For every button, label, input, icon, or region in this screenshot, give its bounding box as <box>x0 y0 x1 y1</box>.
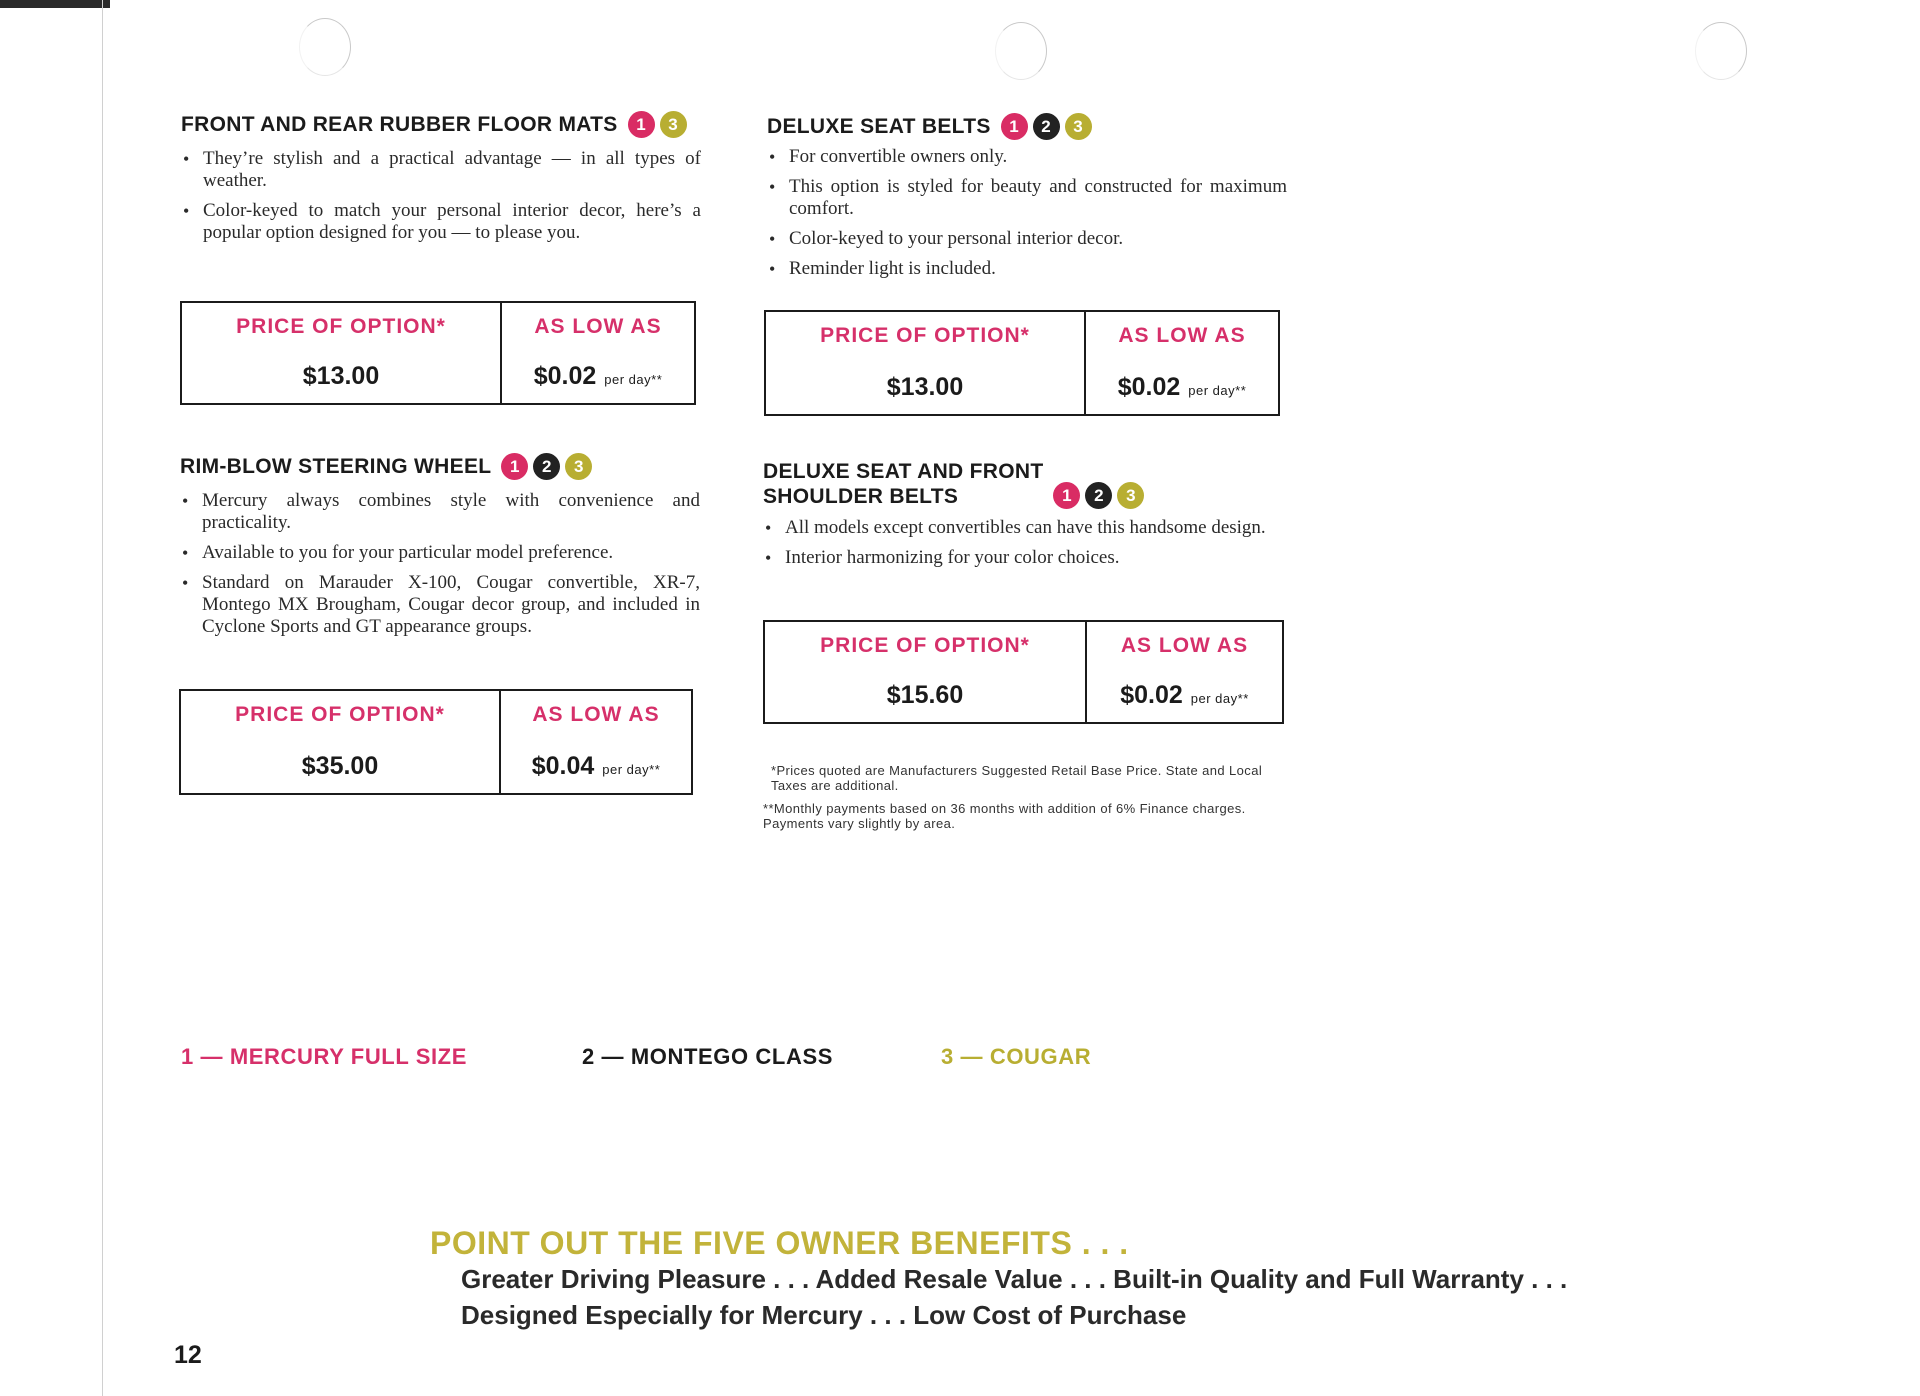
price-of-option-label: PRICE OF OPTION* <box>236 314 446 338</box>
benefits-line-2: Designed Especially for Mercury . . . Low Cost of Purchase <box>461 1300 1187 1330</box>
footnote-payments: **Monthly payments based on 36 months with addition of 6% Finance charges. Payments vary slightly by area. <box>763 801 1246 831</box>
shoulder-belts-price-box <box>763 620 1284 724</box>
price-of-option-label: PRICE OF OPTION* <box>820 324 1030 348</box>
list-item: • Standard on Marauder X-100, Cougar convertible, XR-7, Montego MX Brougham, Cougar decor group, and included in Cyclone Sports and GT appearance groups. <box>180 572 700 638</box>
steering-wheel-section <box>180 453 700 646</box>
steering-wheel-bullets <box>180 490 700 638</box>
badge-2-icon: 2 <box>1085 482 1112 509</box>
page-number: 12 <box>174 1341 202 1369</box>
price-of-option-cell <box>766 312 1086 414</box>
as-low-as-cell <box>502 303 694 403</box>
price-of-option-cell <box>181 691 501 793</box>
as-low-as-label: AS LOW AS <box>534 314 662 338</box>
badge-3-icon: 3 <box>565 453 592 480</box>
seat-belts-title <box>767 113 1287 140</box>
badge-2-icon: 2 <box>1033 113 1060 140</box>
per-day-label: per day** <box>602 761 661 777</box>
as-low-as-cell <box>1087 622 1282 722</box>
seat-belts-section <box>767 113 1287 288</box>
per-day-label: per day** <box>1188 382 1247 398</box>
shoulder-belts-section <box>763 459 1287 577</box>
list-item: • Interior harmonizing for your color choices. <box>763 547 1287 569</box>
daily-cost <box>532 752 661 781</box>
list-item: • Color-keyed to your personal interior decor. <box>767 228 1287 250</box>
list-item: • This option is styled for beauty and constructed for maximum comfort. <box>767 176 1287 220</box>
floor-mats-title-text: FRONT AND REAR RUBBER FLOOR MATS <box>181 113 618 136</box>
shoulder-belts-bullets <box>763 517 1287 569</box>
page-margin-line <box>102 0 103 1396</box>
daily-cost-value: $0.02 <box>1117 372 1181 401</box>
as-low-as-cell <box>501 691 691 793</box>
option-price: $15.60 <box>886 681 964 710</box>
daily-cost-value: $0.04 <box>531 751 595 780</box>
shoulder-belts-title <box>763 459 1287 509</box>
page-edge-top <box>0 0 110 8</box>
badge-1-icon: 1 <box>501 453 528 480</box>
seat-belts-price-box <box>764 310 1280 416</box>
price-of-option-label: PRICE OF OPTION* <box>235 703 445 727</box>
list-item: • They’re stylish and a practical advantage — in all types of weather. <box>181 148 701 192</box>
legend-mercury-full-size: 1 — MERCURY FULL SIZE <box>181 1044 467 1069</box>
price-of-option-cell <box>182 303 502 403</box>
as-low-as-label: AS LOW AS <box>532 703 660 727</box>
seat-belts-title-text: DELUXE SEAT BELTS <box>767 115 991 138</box>
badge-3-icon: 3 <box>1065 113 1092 140</box>
daily-cost-value: $0.02 <box>533 362 597 391</box>
steering-wheel-badges <box>501 453 592 480</box>
list-item: • Reminder light is included. <box>767 258 1287 280</box>
badge-2-icon: 2 <box>533 453 560 480</box>
option-price: $13.00 <box>302 362 380 391</box>
list-item: • All models except convertibles can have this handsome design. <box>763 517 1287 539</box>
badge-3-icon: 3 <box>1117 482 1144 509</box>
per-day-label: per day** <box>1190 691 1249 707</box>
floor-mats-title <box>181 111 701 138</box>
list-item: • Color-keyed to match your personal interior decor, here’s a popular option designed for you — to please you. <box>181 200 701 244</box>
as-low-as-label: AS LOW AS <box>1118 324 1246 348</box>
binder-hole-right <box>1695 22 1747 80</box>
badge-1-icon: 1 <box>1001 113 1028 140</box>
badge-1-icon: 1 <box>1053 482 1080 509</box>
steering-wheel-title-text: RIM-BLOW STEERING WHEEL <box>180 455 492 478</box>
floor-mats-price-box <box>180 301 696 405</box>
price-of-option-label: PRICE OF OPTION* <box>820 633 1030 657</box>
floor-mats-section <box>181 111 701 252</box>
daily-cost <box>1120 681 1249 710</box>
as-low-as-cell <box>1086 312 1278 414</box>
legend-cougar: 3 — COUGAR <box>941 1044 1092 1069</box>
steering-wheel-price-box <box>179 689 693 795</box>
as-low-as-label: AS LOW AS <box>1120 633 1249 657</box>
badge-1-icon: 1 <box>628 111 655 138</box>
steering-wheel-title <box>180 453 700 480</box>
shoulder-belts-badges <box>1053 482 1144 509</box>
shoulder-belts-title-text: DELUXE SEAT AND FRONT SHOULDER BELTS <box>763 460 1044 508</box>
list-item: • For convertible owners only. <box>767 146 1287 168</box>
price-of-option-cell <box>765 622 1087 722</box>
list-item: • Available to you for your particular model preference. <box>180 542 700 564</box>
binder-hole-center <box>995 22 1047 80</box>
floor-mats-badges <box>628 111 687 138</box>
benefits-line-1: Greater Driving Pleasure . . . Added Resale Value . . . Built-in Quality and Full Warranty . . . <box>461 1264 1568 1294</box>
binder-hole-left <box>299 18 351 76</box>
seat-belts-bullets <box>767 146 1287 280</box>
list-item: • Mercury always combines style with convenience and practicality. <box>180 490 700 534</box>
per-day-label: per day** <box>604 372 663 388</box>
page-edge <box>0 0 110 1396</box>
floor-mats-bullets <box>181 148 701 244</box>
daily-cost <box>534 362 663 391</box>
daily-cost <box>1118 373 1247 402</box>
option-price: $13.00 <box>886 372 964 401</box>
benefits-heading: POINT OUT THE FIVE OWNER BENEFITS . . . <box>430 1225 1129 1261</box>
seat-belts-badges <box>1001 113 1092 140</box>
option-price: $35.00 <box>301 751 379 780</box>
legend-montego-class: 2 — MONTEGO CLASS <box>582 1044 833 1069</box>
footnote-prices: *Prices quoted are Manufacturers Suggested Retail Base Price. State and Local Taxes are additional. <box>771 763 1263 793</box>
daily-cost-value: $0.02 <box>1120 681 1183 710</box>
badge-3-icon: 3 <box>660 111 687 138</box>
